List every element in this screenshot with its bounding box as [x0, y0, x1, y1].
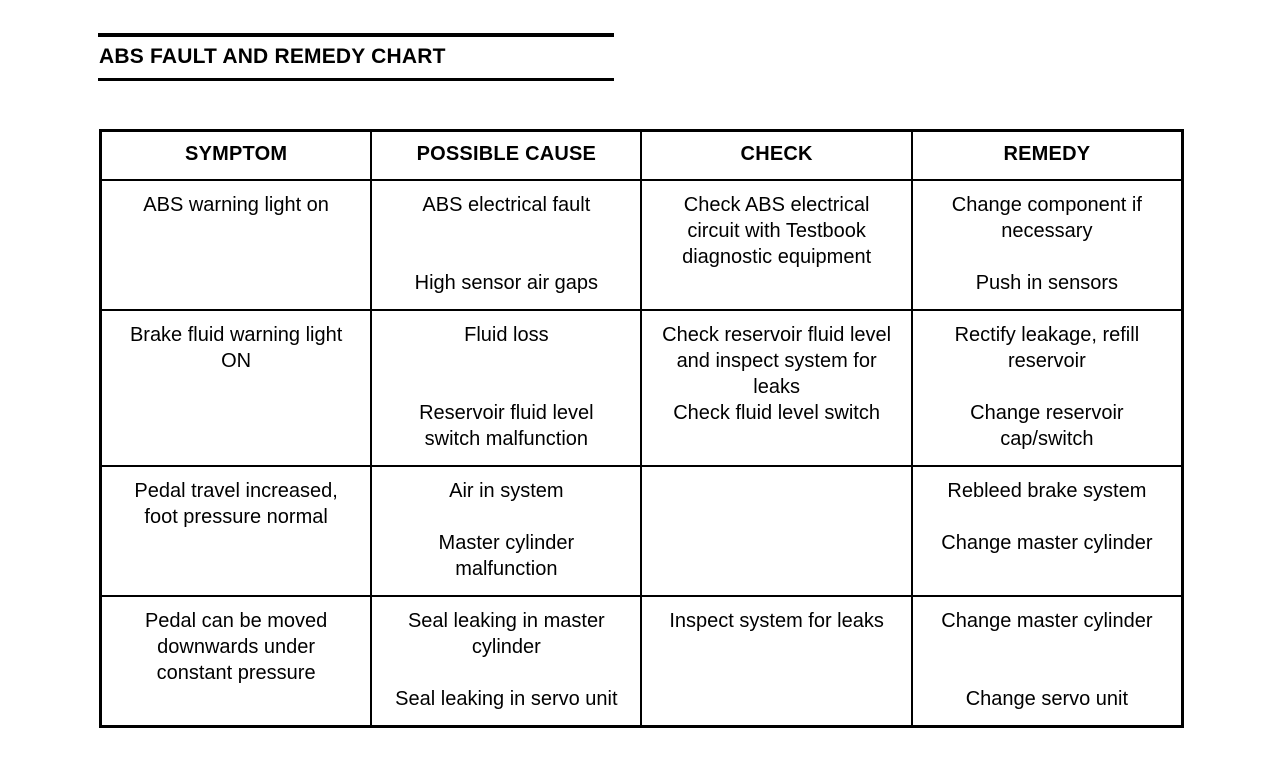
cell-paragraph: Seal leaking in master cylinder	[407, 610, 605, 658]
cell-possible-cause	[371, 596, 641, 727]
cell-paragraph: Inspect system for leaks	[669, 610, 884, 632]
cell-paragraph: Check fluid level switch	[673, 402, 880, 424]
header-symptom: SYMPTOM	[101, 131, 372, 181]
cell-check	[641, 310, 911, 466]
cell-paragraph: ABS warning light on	[143, 194, 329, 216]
cell-remedy	[912, 596, 1183, 727]
cell-remedy	[912, 466, 1183, 596]
cell-check	[641, 596, 911, 727]
cell-paragraph: Change servo unit	[965, 688, 1129, 710]
cell-symptom	[101, 180, 372, 310]
cell-paragraph: Master cylinder malfunction	[438, 532, 575, 580]
cell-symptom	[101, 310, 372, 466]
cell-check	[641, 180, 911, 310]
cell-possible-cause	[371, 310, 641, 466]
header-row	[101, 131, 1183, 181]
header-remedy: REMEDY	[912, 131, 1183, 181]
cell-paragraph: Reservoir fluid level switch malfunction	[419, 402, 594, 450]
cell-symptom	[101, 596, 372, 727]
table-row	[101, 466, 1183, 596]
cell-remedy	[912, 180, 1183, 310]
cell-paragraph: Air in system	[449, 480, 564, 502]
table-row	[101, 180, 1183, 310]
cell-paragraph: Change master cylinder	[941, 532, 1153, 554]
header-possible-cause: POSSIBLE CAUSE	[371, 131, 641, 181]
page-title: ABS FAULT AND REMEDY CHART	[99, 45, 446, 68]
fault-remedy-table	[99, 129, 1184, 728]
cell-symptom	[101, 466, 372, 596]
cell-paragraph: Change reservoir cap/switch	[970, 402, 1124, 450]
cell-paragraph: Pedal travel increased, foot pressure normal	[134, 480, 338, 528]
cell-remedy	[912, 310, 1183, 466]
table-header	[101, 131, 1183, 181]
cell-paragraph: Seal leaking in servo unit	[395, 688, 618, 710]
header-check: CHECK	[641, 131, 911, 181]
cell-paragraph: Pedal can be moved downwards under constant pressure	[144, 610, 328, 684]
cell-paragraph: ABS electrical fault	[422, 194, 591, 216]
cell-paragraph: Change component if necessary	[951, 194, 1142, 242]
fault-remedy-table-body	[101, 180, 1183, 727]
cell-check	[641, 466, 911, 596]
cell-paragraph: Brake fluid warning light ON	[129, 324, 343, 372]
cell-paragraph: High sensor air gaps	[414, 272, 599, 294]
table-row	[101, 596, 1183, 727]
cell-paragraph: Rebleed brake system	[947, 480, 1147, 502]
cell-paragraph: Rectify leakage, refill reservoir	[954, 324, 1140, 372]
cell-paragraph: Check ABS electrical circuit with Testbook diagnostic equipment	[682, 194, 872, 268]
page-title-block	[98, 33, 614, 81]
cell-paragraph: Fluid loss	[464, 324, 549, 346]
cell-possible-cause	[371, 466, 641, 596]
cell-paragraph: Push in sensors	[975, 272, 1119, 294]
cell-paragraph: Change master cylinder	[941, 610, 1153, 632]
cell-possible-cause	[371, 180, 641, 310]
table-row	[101, 310, 1183, 466]
cell-paragraph: Check reservoir fluid level and inspect system for leaks	[662, 324, 892, 398]
